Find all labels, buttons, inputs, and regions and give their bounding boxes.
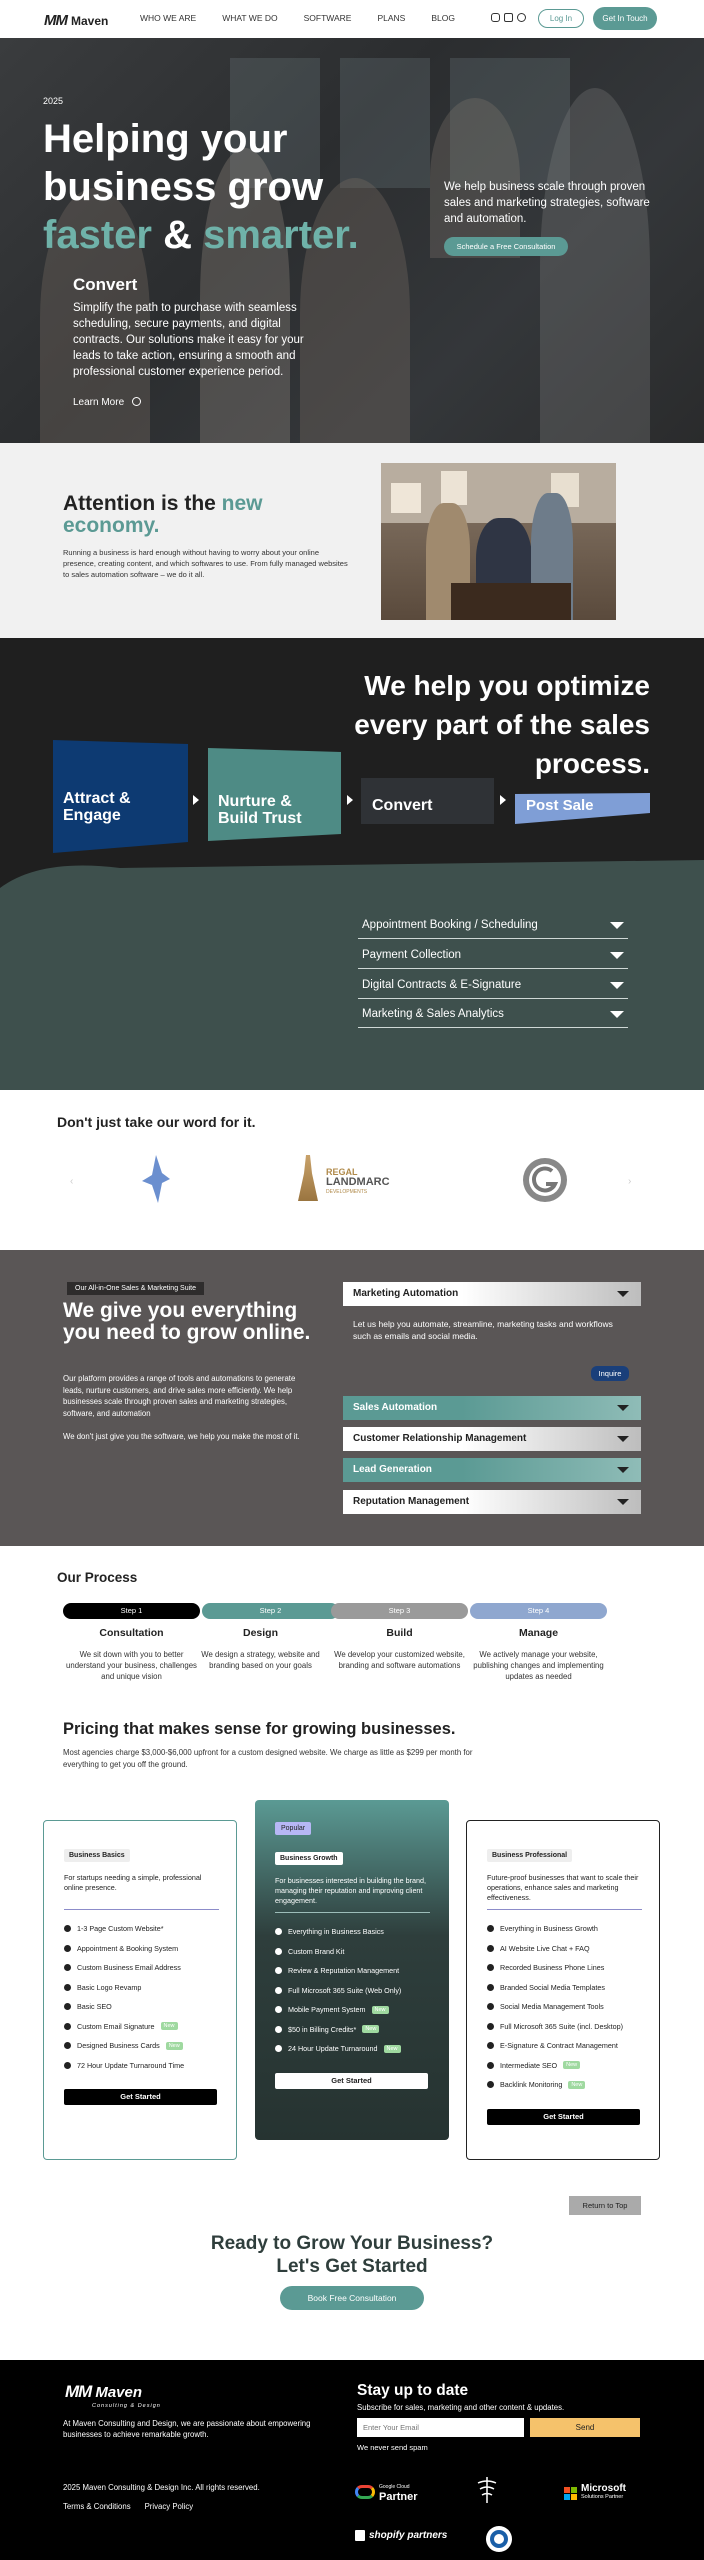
statue-icon (298, 1155, 318, 1201)
step-2-pill: Step 2 (202, 1603, 339, 1619)
plan-features (64, 1919, 184, 2075)
plan-feature-label: 24 Hour Update Turnaround (288, 2044, 378, 2054)
plan-feature-label: Custom Business Email Address (77, 1963, 181, 1973)
arrow-icon (193, 795, 199, 805)
ms-partner-b: Solutions Partner (581, 2494, 624, 2500)
check-icon (275, 1967, 282, 1974)
tab-crm[interactable] (343, 1427, 641, 1451)
plan-feature (64, 1939, 184, 1959)
plan-card-basics (43, 1820, 237, 2160)
plan-feature-label: Branded Social Media Templates (500, 1982, 605, 1992)
plan-feature (275, 2039, 401, 2059)
step-4-pill: Step 4 (470, 1603, 607, 1619)
arrow-icon (347, 795, 353, 805)
plan-feature (487, 1978, 623, 1998)
shopify-partner-text: shopify partners (369, 2530, 448, 2541)
google-partner-a: Google Cloud (379, 2484, 410, 2490)
social-links (491, 13, 526, 22)
get-started-button[interactable]: Get Started (487, 2109, 640, 2125)
newsletter-title: Stay up to date (357, 2382, 469, 2399)
plan-feature (487, 1919, 623, 1939)
attention-paragraph: Running a business is hard enough without having to worry about your online presence, creating content, and which softwares to use. From fully managed websites to sales automation software – we do it all. (63, 548, 348, 579)
suite-paragraph-2: We don't just give you the software, we help you make the most of it. (63, 1432, 300, 1441)
plan-feature (64, 1958, 184, 1978)
shopify-partner-badge (355, 2530, 447, 2541)
plan-feature (487, 2075, 623, 2095)
carousel-prev-icon[interactable]: ‹ (70, 1176, 74, 1187)
hero-bg-person (430, 98, 520, 258)
cta-line: Let's Get Started (276, 2256, 428, 2277)
new-badge: New (384, 2045, 401, 2053)
footer-description: At Maven Consulting and Design, we are passionate about empowering businesses to achieve remarkable growth. (63, 2419, 311, 2439)
logo-mark-icon: MM (65, 2382, 92, 2401)
carousel-next-icon[interactable]: › (628, 1176, 632, 1187)
privacy-link[interactable]: Privacy Policy (144, 2502, 194, 2511)
plan-feature (275, 1981, 401, 2001)
hero-faster: faster (43, 213, 152, 257)
caduceus-badge-icon (470, 2475, 504, 2505)
plan-name: Business Professional (487, 1849, 572, 1862)
hero-headline (43, 115, 383, 259)
check-icon (275, 2026, 282, 2033)
nav-plans[interactable]: PLANS (377, 13, 406, 23)
stage-nurture-label[interactable]: Nurture & Build Trust (218, 793, 302, 827)
suite-pill: Our All-in-One Sales & Marketing Suite (67, 1282, 204, 1295)
hero-year: 2025 (43, 96, 64, 106)
plan-feature-label: Intermediate SEO (500, 2060, 558, 2070)
check-icon (64, 2062, 71, 2069)
step-4-desc: We actively manage your website, publishing changes and implementing updates as needed (473, 1650, 604, 1681)
accordion-item[interactable] (358, 1003, 628, 1028)
check-icon (64, 1945, 71, 1952)
hero-smarter: smarter. (203, 213, 359, 257)
certification-seal-icon (485, 2525, 513, 2553)
team-photo (381, 463, 616, 620)
check-icon (487, 1925, 494, 1932)
plan-feature (64, 1919, 184, 1939)
nav-who-we-are[interactable]: WHO WE ARE (140, 13, 197, 23)
plan-feature-label: Everything in Business Growth (500, 1924, 598, 1934)
check-icon (275, 2006, 282, 2013)
check-icon (64, 2023, 71, 2030)
client-logo-bird-icon (140, 1153, 172, 1205)
new-badge: New (372, 2006, 389, 2014)
check-icon (487, 2003, 494, 2010)
footer-links (63, 2502, 193, 2511)
nav-what-we-do[interactable]: WHAT WE DO (222, 13, 278, 23)
convert-title: Convert (73, 275, 138, 294)
accordion-label: Marketing & Sales Analytics (362, 1008, 504, 1020)
plan-divider (64, 1909, 219, 1910)
plan-feature-label: Custom Email Signature (77, 2021, 155, 2031)
chevron-down-icon (610, 1011, 624, 1018)
plan-features (275, 1922, 401, 2059)
send-button[interactable]: Send (530, 2418, 640, 2437)
chevron-down-icon (617, 1436, 629, 1442)
new-badge: New (166, 2042, 183, 2050)
check-icon (275, 2045, 282, 2052)
check-icon (275, 1948, 282, 1955)
hero-amp: & (151, 213, 204, 257)
plan-divider (275, 1912, 430, 1913)
plan-feature-label: Full Microsoft 365 Suite (Web Only) (288, 1985, 402, 1995)
plan-feature (64, 2036, 184, 2056)
plan-card-growth (255, 1800, 449, 2140)
chevron-down-icon (610, 952, 624, 959)
get-started-button[interactable]: Get Started (64, 2089, 217, 2105)
attention-section (0, 443, 704, 638)
chevron-down-icon (617, 1405, 629, 1411)
stage-postsale-label[interactable]: Post Sale (526, 797, 594, 814)
inquire-button[interactable]: Inquire (591, 1366, 629, 1381)
new-badge: New (563, 2061, 580, 2069)
plan-feature (275, 1961, 401, 1981)
footer-copyright: 2025 Maven Consulting & Design Inc. All rights reserved. (63, 2483, 260, 2492)
google-partner-text (379, 2482, 418, 2502)
pricing-title: Pricing that makes sense for growing businesses. (63, 1720, 456, 1738)
bar-label: Marketing Automation (353, 1288, 459, 1299)
plan-feature-label: E-Signature & Contract Management (500, 2041, 618, 2051)
photo-frame (391, 483, 421, 513)
plan-feature (275, 2020, 401, 2040)
plan-feature-label: Basic SEO (77, 2002, 112, 2012)
tab-lead-generation[interactable] (343, 1458, 641, 1482)
plan-feature-label: Basic Logo Revamp (77, 1982, 142, 1992)
plan-feature (487, 1997, 623, 2017)
check-icon (487, 2023, 494, 2030)
shopify-bag-icon (355, 2530, 365, 2541)
check-icon (64, 2042, 71, 2049)
step-2-title: Design (242, 1627, 278, 1639)
check-icon (64, 2003, 71, 2010)
microsoft-icon (564, 2487, 577, 2500)
check-icon (487, 1945, 494, 1952)
plan-feature-label: Social Media Management Tools (500, 2002, 604, 2012)
hero-headline-line: business grow (43, 165, 324, 209)
step-3-pill: Step 3 (331, 1603, 468, 1619)
chevron-down-icon (617, 1499, 629, 1505)
facebook-icon[interactable] (517, 13, 526, 22)
logo-developments-text: DEVELOPMENTS (326, 1189, 368, 1195)
plan-feature-label: Review & Reputation Management (288, 1966, 400, 1976)
step-3-desc: We develop your customized website, branding and software automations (334, 1650, 465, 1670)
plan-feature-label: Full Microsoft 365 Suite (incl. Desktop) (500, 2021, 624, 2031)
learn-more-link[interactable] (73, 397, 141, 408)
photo-frame (441, 471, 467, 505)
step-4-title: Manage (518, 1627, 559, 1639)
plan-feature-label: Custom Brand Kit (288, 1946, 345, 1956)
get-started-button[interactable]: Get Started (275, 2073, 428, 2089)
check-icon (487, 2081, 494, 2088)
bar-label: Reputation Management (353, 1496, 470, 1507)
google-cloud-partner-badge (355, 2482, 418, 2502)
hero-headline-line (43, 211, 383, 259)
plan-feature (487, 2017, 623, 2037)
hero-headline-line: Helping your (43, 117, 288, 161)
check-icon (64, 1964, 71, 1971)
accordion-item[interactable] (358, 974, 628, 999)
check-icon (64, 1925, 71, 1932)
newsletter-text: Subscribe for sales, marketing and other content & updates. (357, 2403, 565, 2412)
plan-feature (487, 2036, 623, 2056)
plan-feature (487, 2056, 623, 2076)
plan-divider (487, 1909, 642, 1910)
logo-landmarc-text: LANDMARC (326, 1176, 390, 1188)
stage-attract-label[interactable]: Attract & Engage (63, 790, 131, 824)
plan-feature (64, 2056, 184, 2076)
accordion-label: Payment Collection (362, 949, 462, 961)
tab-sales-automation[interactable] (343, 1396, 641, 1420)
bar-label: Sales Automation (353, 1402, 438, 1413)
client-logo-circle-icon (522, 1157, 568, 1203)
stage-convert-label[interactable]: Convert (372, 797, 433, 814)
check-icon (487, 1964, 494, 1971)
check-icon (275, 1928, 282, 1935)
step-2-desc: We design a strategy, website and branding based on your goals (201, 1650, 320, 1670)
plan-feature (64, 1997, 184, 2017)
process-title: Our Process (57, 1570, 138, 1585)
attention-title-a: Attention is the (63, 492, 222, 515)
convert-text: Simplify the path to purchase with seamless scheduling, secure payments, and digital contracts. Our solutions make it easy for your leads to take action, ensuring a smooth and professional customer experience period. (73, 302, 304, 378)
photo-desk (451, 583, 571, 620)
step-1-desc: We sit down with you to better understand your business, challenges and unique vision (66, 1650, 197, 1681)
plan-description: Future-proof businesses that want to scale their operations, enhance sales and marketing effectiveness. (487, 1873, 639, 1902)
new-badge: New (161, 2022, 178, 2030)
tab-marketing-automation[interactable] (343, 1282, 641, 1306)
plan-feature (275, 1942, 401, 1962)
book-consultation-button[interactable]: Book Free Consultation (280, 2286, 424, 2310)
return-to-top-button[interactable]: Return to Top (569, 2196, 641, 2215)
plan-name: Business Basics (64, 1849, 130, 1862)
tab-reputation-management[interactable] (343, 1490, 641, 1514)
plan-feature-label: Backlink Monitoring (500, 2080, 563, 2090)
accordion-item[interactable] (358, 944, 628, 969)
accordion-label: Digital Contracts & E-Signature (362, 979, 522, 991)
bar-label: Customer Relationship Management (353, 1433, 527, 1444)
plan-name: Business Growth (275, 1852, 343, 1865)
footer-logo-sub: Consulting & Design (92, 2403, 161, 2409)
site-logo[interactable] (44, 12, 108, 29)
nav-blog[interactable]: BLOG (431, 13, 455, 23)
plan-feature (275, 1922, 401, 1942)
bar-label: Lead Generation (353, 1464, 432, 1475)
terms-link[interactable]: Terms & Conditions (63, 2502, 131, 2511)
check-icon (64, 1984, 71, 1991)
linkedin-icon[interactable] (504, 13, 513, 22)
step-3-title: Build (386, 1627, 413, 1639)
plan-description: For startups needing a simple, professional online presence. (64, 1873, 202, 1892)
email-input[interactable] (357, 2418, 524, 2437)
plan-card-professional (466, 1820, 660, 2160)
plan-feature (487, 1939, 623, 1959)
new-badge: New (568, 2081, 585, 2089)
get-in-touch-button[interactable]: Get In Touch (593, 7, 657, 30)
chevron-down-icon (610, 922, 624, 929)
testimonials-title: Don't just take our word for it. (57, 1114, 256, 1130)
chevron-down-icon (610, 982, 624, 989)
plan-feature-label: Recorded Business Phone Lines (500, 1963, 605, 1973)
attention-title (63, 493, 323, 537)
new-badge: New (362, 2025, 379, 2033)
instagram-icon[interactable] (491, 13, 500, 22)
plan-feature-label: Appointment & Booking System (77, 1943, 179, 1953)
check-icon (275, 1987, 282, 1994)
arrow-icon (500, 795, 506, 805)
check-icon (487, 1984, 494, 1991)
circle-arrow-icon (132, 397, 141, 406)
logo-mark-icon: MM (44, 12, 67, 29)
plan-feature-label: AI Website Live Chat + FAQ (500, 1943, 590, 1953)
plan-feature (64, 1978, 184, 1998)
site-footer (0, 2360, 704, 2560)
accordion-label: Appointment Booking / Scheduling (362, 919, 538, 931)
bar-description: Let us help you automate, streamline, marketing tasks and workflows such as emails and social media. (353, 1319, 613, 1341)
site-header (0, 0, 704, 38)
step-1-title: Consultation (99, 1627, 164, 1639)
plan-feature-label: Designed Business Cards (77, 2041, 160, 2051)
hero-bg-person (540, 88, 650, 443)
ms-partner-a: Microsoft (581, 2483, 626, 2494)
nav-software[interactable]: SOFTWARE (303, 13, 352, 23)
plan-feature (487, 1958, 623, 1978)
plan-feature (275, 2000, 401, 2020)
suite-title: We give you everything you need to grow online. (63, 1299, 311, 1344)
logo-text: Maven (71, 13, 109, 28)
google-cloud-icon (355, 2485, 375, 2499)
sales-headline: We help you optimize every part of the sales process. (354, 670, 650, 779)
schedule-consultation-button[interactable]: Schedule a Free Consultation (444, 237, 568, 256)
google-partner-b: Partner (379, 2491, 418, 2503)
main-nav (140, 13, 481, 23)
check-icon (487, 2062, 494, 2069)
footer-logo[interactable] (65, 2382, 142, 2402)
chevron-down-icon (617, 1467, 629, 1473)
plan-feature-label: 1-3 Page Custom Website* (77, 1924, 164, 1934)
plan-features (487, 1919, 623, 2095)
plan-feature-label: 72 Hour Update Turnaround Time (77, 2060, 185, 2070)
login-button[interactable]: Log In (538, 9, 584, 28)
no-spam-note: We never send spam (357, 2443, 428, 2452)
hero-paragraph: We help business scale through proven sales and marketing strategies, software and automation. (444, 181, 650, 225)
cta-line: Ready to Grow Your Business? (210, 2233, 494, 2254)
plan-feature-label: Everything in Business Basics (288, 1927, 384, 1937)
learn-more-label: Learn More (73, 397, 125, 408)
pricing-paragraph: Most agencies charge $3,000-$6,000 upfront for a custom designed website. We charge as little as $299 per month for everything to get you off the ground. (63, 1748, 473, 1769)
plan-feature (64, 2017, 184, 2037)
logo-regal-text: REGAL (326, 1167, 358, 1177)
plan-description: For businesses interested in building the brand, managing their reputation and improving client engagement. (275, 1876, 427, 1905)
plan-feature-label: Mobile Payment System (288, 2005, 366, 2015)
suite-paragraph: Our platform provides a range of tools and automations to generate leads, nurture customers, and drive sales more efficiently. We help businesses scale through proven sales and marketing strategies, software, and automation (63, 1374, 296, 1418)
footer-logo-text: Maven (95, 2383, 143, 2401)
microsoft-partner-badge (564, 2484, 626, 2502)
attention-title-b: new economy. (63, 492, 263, 537)
cta-headline (0, 2232, 704, 2278)
popular-badge: Popular (275, 1822, 311, 1835)
chevron-down-icon (617, 1291, 629, 1297)
plan-feature-label: $50 in Billing Credits* (288, 2024, 357, 2034)
microsoft-partner-text (581, 2484, 626, 2502)
accordion-item[interactable] (358, 914, 628, 939)
step-1-pill: Step 1 (63, 1603, 200, 1619)
check-icon (487, 2042, 494, 2049)
